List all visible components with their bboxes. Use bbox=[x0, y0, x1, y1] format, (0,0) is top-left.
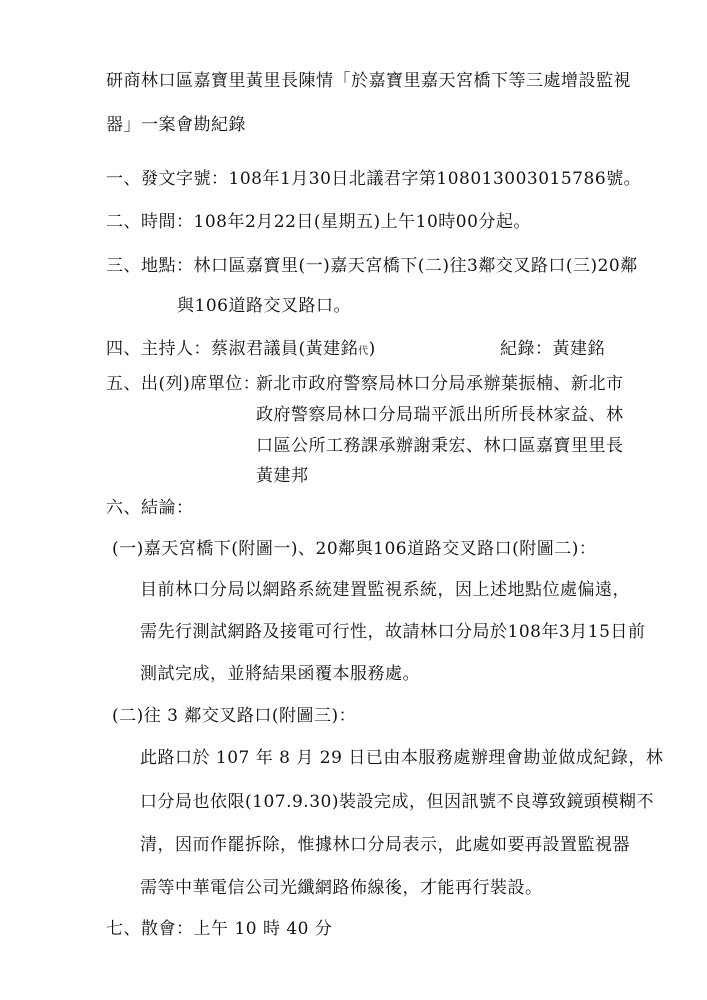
section-5-attendees-line-1: 新北市政府警察局林口分局承辦葉振楠、新北市 bbox=[256, 374, 624, 394]
host-close-paren: ) bbox=[368, 339, 376, 359]
section-4-host bbox=[106, 337, 376, 364]
section-5-label: 五、出(列)席單位： bbox=[106, 374, 261, 394]
conclusion-2-line-3: 清，因而作罷拆除，惟據林口分局表示，此處如要再設置監視器 bbox=[140, 835, 630, 855]
section-5-attendees-line-3: 口區公所工務課承辦謝秉宏、林口區嘉寶里里長 bbox=[256, 436, 624, 456]
section-5-attendees-line-2: 政府警察局林口分局瑞平派出所所長林家益、林 bbox=[256, 405, 624, 425]
title-line-2: 器」一案會勘紀錄 bbox=[106, 115, 246, 135]
conclusion-1-line-2: 需先行測試網路及接電可行性，故請林口分局於108年3月15日前 bbox=[140, 622, 646, 642]
host-text: 四、主持人：蔡淑君議員(黃建銘 bbox=[106, 339, 359, 359]
conclusion-1-line-3: 測試完成，並將結果函覆本服務處。 bbox=[140, 664, 420, 684]
section-3-location-line-2: 與106道路交叉路口。 bbox=[177, 296, 351, 316]
conclusion-1-line-1: 目前林口分局以網路系統建置監視系統，因上述地點位處偏遠， bbox=[140, 580, 630, 600]
conclusion-2-heading: (二)往 3 鄰交叉路口(附圖三)： bbox=[112, 706, 357, 726]
title-line-1: 研商林口區嘉寶里黃里長陳情「於嘉寶里嘉天宮橋下等三處增設監視 bbox=[106, 71, 631, 91]
conclusion-2-line-4: 需等中華電信公司光纖網路佈線後，才能再行裝設。 bbox=[140, 878, 543, 898]
section-5-attendees-line-4: 黃建邦 bbox=[256, 466, 309, 486]
section-3-location-line-1: 三、地點：林口區嘉寶里(一)嘉天宮橋下(二)往3鄰交叉路口(三)20鄰 bbox=[106, 256, 638, 276]
section-6-label: 六、結論： bbox=[106, 498, 194, 518]
section-2-time: 二、時間：108年2月22日(星期五)上午10時00分起。 bbox=[106, 212, 531, 232]
section-4-recorder: 紀錄：黃建銘 bbox=[500, 339, 605, 359]
host-proxy-mark: 代 bbox=[358, 346, 369, 357]
conclusion-1-heading: (一)嘉天宮橋下(附圖一)、20鄰與106道路交叉路口(附圖二)： bbox=[112, 539, 597, 559]
conclusion-2-line-2: 口分局也依限(107.9.30)裝設完成，但因訊號不良導致鏡頭模糊不 bbox=[140, 792, 654, 812]
conclusion-2-line-1: 此路口於 107 年 8 月 29 日已由本服務處辦理會勘並做成紀錄，林 bbox=[140, 748, 664, 768]
section-7-adjournment: 七、散會：上午 10 時 40 分 bbox=[106, 919, 333, 939]
section-1-document-number: 一、發文字號：108年1月30日北議君字第108013003015786號。 bbox=[106, 169, 642, 189]
